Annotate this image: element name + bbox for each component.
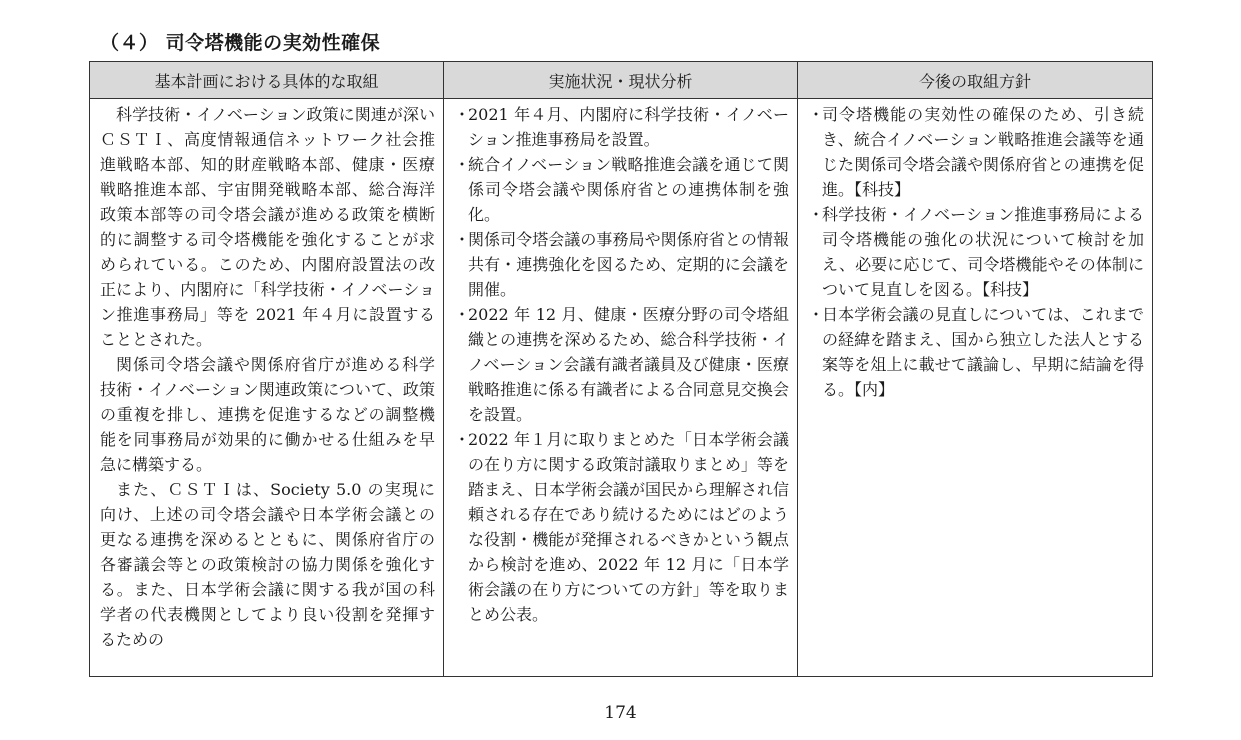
list-item (454, 152, 789, 227)
header-basic-plan: 基本計画における具体的な取組 (90, 62, 444, 99)
section-title: （４） 司令塔機能の実効性確保 (100, 32, 381, 54)
bullet-mark: ・ (808, 305, 825, 324)
plan-table (89, 61, 1153, 677)
list-item (808, 302, 1144, 402)
bullet-mark: ・ (454, 430, 471, 449)
list-item (808, 102, 1144, 202)
list-item-text: 2022 年１月に取りまとめた「日本学術会議の在り方に関する政策討議取りまとめ」等を踏まえ、日本学術会議が国民から理解され信頼される存在であり続けるためにはどのような役割・機能が発揮されるべきかという観点から検討を進め、2022 年 12 月に「日本学術会議の在り方についての方針」等を取りまとめ公表。 (468, 430, 789, 624)
bullet-mark: ・ (808, 105, 825, 124)
cell-status-analysis (444, 99, 798, 677)
list-item-text: 日本学術会議の見直しについては、これまでの経緯を踏まえ、国から独立した法人とする案等を俎上に載せて議論し、早期に結論を得る。【内】 (822, 305, 1144, 399)
bullet-mark: ・ (454, 230, 471, 249)
list-item-text: 司令塔機能の実効性の確保のため、引き続き、統合イノベーション戦略推進会議等を通じた関係司令塔会議や関係府省との連携を促進。【科技】 (822, 105, 1144, 199)
cell-basic-plan (90, 99, 444, 677)
cell-future-policy (798, 99, 1153, 677)
list-item (454, 427, 789, 627)
list-item (808, 202, 1144, 302)
list-item-text: 関係司令塔会議の事務局や関係府省との情報共有・連携強化を図るため、定期的に会議を開催。 (468, 230, 789, 299)
page-number: 174 (604, 703, 637, 723)
list-item (454, 102, 789, 152)
header-status-analysis: 実施状況・現状分析 (444, 62, 798, 99)
list-item (454, 302, 789, 427)
table-header-row (90, 62, 1153, 99)
list-item-text: 科学技術・イノベーション推進事務局による司令塔機能の強化の状況について検討を加え、必要に応じて、司令塔機能やその体制について見直しを図る。【科技】 (822, 205, 1144, 299)
list-item-text: 2022 年 12 月、健康・医療分野の司令塔組織との連携を深めるため、総合科学技術・イノベーション会議有識者議員及び健康・医療戦略推進に係る有識者による合同意見交換会を設置。 (468, 305, 789, 424)
paragraph: 科学技術・イノベーション政策に関連が深いＣＳＴＩ、高度情報通信ネットワーク社会推進戦略本部、知的財産戦略本部、健康・医療戦略推進本部、宇宙開発戦略本部、総合海洋政策本部等の司令塔会議が進める政策を横断的に調整する司令塔機能を強化することが求められている。このため、内閣府設置法の改正により、内閣府に「科学技術・イノベーション推進事務局」等を 2021 年４月に設置することとされた。 (100, 105, 435, 349)
table-row (90, 99, 1153, 677)
list-item-text: 統合イノベーション戦略推進会議を通じて関係司令塔会議や関係府省との連携体制を強化。 (468, 155, 789, 224)
list-item (454, 227, 789, 302)
bullet-mark: ・ (454, 155, 471, 174)
list-item-text: 2021 年４月、内閣府に科学技術・イノベーション推進事務局を設置。 (468, 105, 789, 149)
paragraph: 関係司令塔会議や関係府省庁が進める科学技術・イノベーション関連政策について、政策の重複を排し、連携を促進するなどの調整機能を同事務局が効果的に働かせる仕組みを早急に構築する。 (100, 355, 435, 474)
bullet-mark: ・ (454, 305, 471, 324)
bullet-mark: ・ (454, 105, 471, 124)
paragraph: また、ＣＳＴＩは、Society 5.0 の実現に向け、上述の司令塔会議や日本学術会議との更なる連携を深めるとともに、関係府省庁の各審議会等との政策検討の協力関係を強化する。また、日本学術会議に関する我が国の科学者の代表機関としてより良い役割を発揮するための (100, 480, 435, 649)
bullet-mark: ・ (808, 205, 825, 224)
header-future-policy: 今後の取組方針 (798, 62, 1153, 99)
